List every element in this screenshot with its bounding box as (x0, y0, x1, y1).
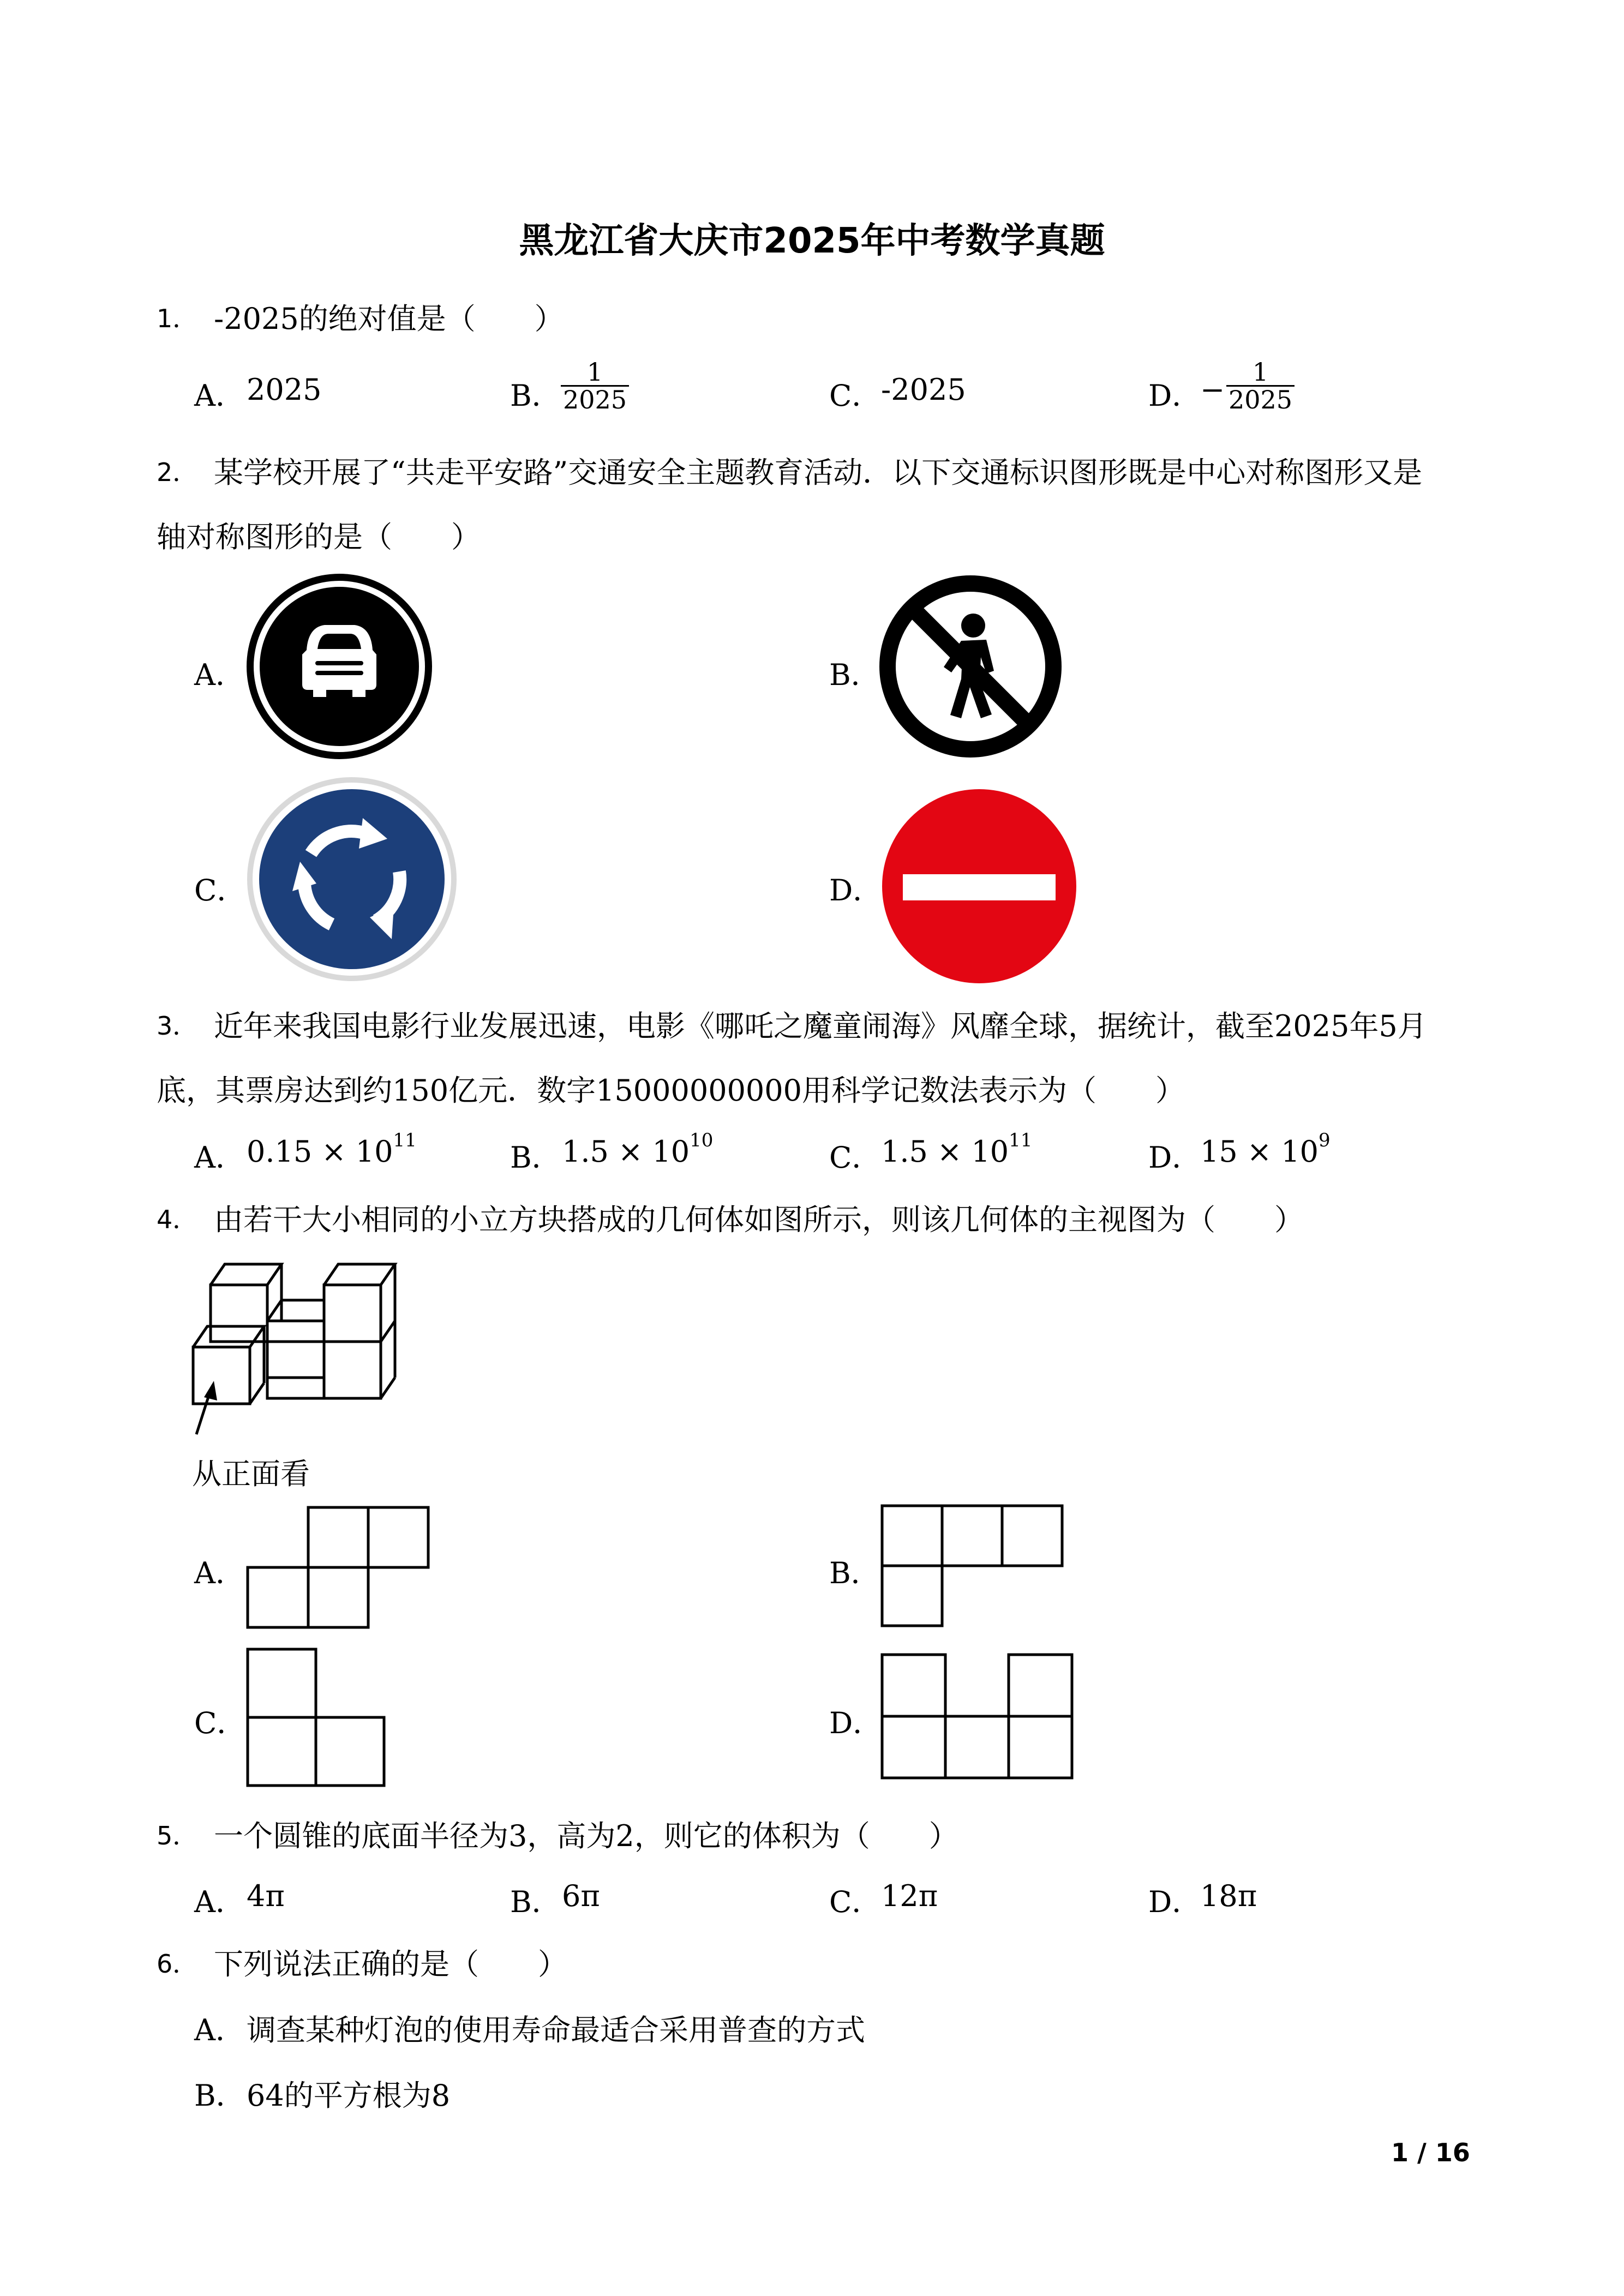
question-text: 轴对称图形的是（ ） (157, 520, 481, 554)
question-number: 4． (157, 1205, 198, 1234)
question-text: 由若干大小相同的小立方块搭成的几何体如图所示，则该几何体的主视图为（ ） (214, 1203, 1304, 1237)
option-text: 6π (562, 1879, 600, 1913)
option-label: B． (510, 378, 561, 413)
fraction-numerator: 1 (1226, 359, 1295, 387)
no-car-sign-icon (245, 573, 434, 761)
option-label: C． (194, 873, 247, 907)
question-number: 5． (157, 1821, 198, 1850)
option-label: B． (829, 658, 880, 692)
option-label: D． (1148, 1140, 1202, 1175)
question-number: 3． (157, 1011, 198, 1041)
option-label: C． (829, 1885, 882, 1919)
option-label: B． (510, 1140, 561, 1175)
option-label: A． (194, 1556, 245, 1590)
option-label: B． (510, 1885, 561, 1919)
question-text: 近年来我国电影行业发展迅速，电影《哪吒之魔童闹海》风靡全球，据统计，截至2025年5月 (214, 1009, 1427, 1043)
front-view-option-b (880, 1504, 1065, 1629)
question-number: 6． (157, 1949, 198, 1979)
option-text: -2025 (881, 372, 966, 407)
question-number: 2． (157, 458, 198, 487)
sci-exponent: 11 (393, 1129, 417, 1151)
option-label: D． (829, 873, 883, 907)
option-label: A． (194, 378, 245, 413)
page-title: 黑龙江省大庆市2025年中考数学真题 (519, 221, 1105, 261)
sci-base: 1.5 × 10 (562, 1134, 690, 1169)
option-label: A． (194, 1140, 245, 1175)
no-pedestrian-sign-icon (879, 575, 1062, 758)
question-text: 底，其票房达到约150亿元．数字15000000000用科学记数法表示为（ ） (157, 1073, 1185, 1108)
question-text: 某学校开展了“共走平安路”交通安全主题教育活动．以下交通标识图形既是中心对称图形又是 (214, 455, 1423, 490)
page-number: 1 / 16 (1391, 2138, 1470, 2167)
question-number: 1． (157, 304, 198, 333)
option-label: D． (1148, 378, 1202, 413)
option-text: 4π (247, 1879, 285, 1913)
question-text: -2025的绝对值是（ ） (214, 302, 564, 336)
roundabout-sign-icon (240, 774, 458, 982)
option-text: 12π (881, 1879, 938, 1913)
option-label: C． (829, 378, 882, 413)
scientific-notation (247, 1129, 417, 1169)
no-entry-sign-icon (881, 788, 1077, 984)
fraction (561, 359, 629, 413)
question-text: 一个圆锥的底面半径为3，高为2，则它的体积为（ ） (214, 1819, 958, 1853)
fraction-denominator: 2025 (563, 385, 627, 415)
option-label: A． (194, 658, 245, 692)
option-text: 2025 (247, 372, 322, 407)
option-label: B． (829, 1556, 880, 1590)
option-label: D． (1148, 1885, 1202, 1919)
sci-exponent: 11 (1009, 1129, 1033, 1151)
option-label: B． (194, 2078, 245, 2113)
sci-exponent: 9 (1319, 1129, 1331, 1151)
option-label: C． (194, 1706, 247, 1740)
fraction (1226, 359, 1295, 413)
option-text: 18π (1200, 1879, 1257, 1913)
option-text: 64的平方根为8 (247, 2078, 451, 2113)
front-view-option-d (880, 1652, 1076, 1783)
fraction-numerator: 1 (561, 359, 629, 387)
fraction-denominator: 2025 (1229, 385, 1293, 415)
cube-assembly-figure (185, 1254, 415, 1440)
option-label: C． (829, 1140, 882, 1175)
sci-base: 1.5 × 10 (881, 1134, 1009, 1169)
option-text: 调查某种灯泡的使用寿命最适合采用普查的方式 (247, 2013, 865, 2047)
sci-base: 0.15 × 10 (247, 1134, 393, 1169)
option-label: A． (194, 2013, 245, 2047)
scientific-notation (562, 1129, 714, 1169)
figure-caption: 从正面看 (192, 1457, 310, 1491)
option-label: A． (194, 1885, 245, 1919)
sci-exponent: 10 (690, 1129, 714, 1151)
front-view-option-c (245, 1647, 387, 1789)
scientific-notation (1200, 1129, 1331, 1169)
front-view-option-a (245, 1505, 431, 1631)
question-text: 下列说法正确的是（ ） (214, 1947, 567, 1981)
option-label: D． (829, 1706, 883, 1740)
minus-sign: − (1200, 372, 1225, 407)
scientific-notation (881, 1129, 1033, 1169)
sci-base: 15 × 10 (1200, 1134, 1319, 1169)
